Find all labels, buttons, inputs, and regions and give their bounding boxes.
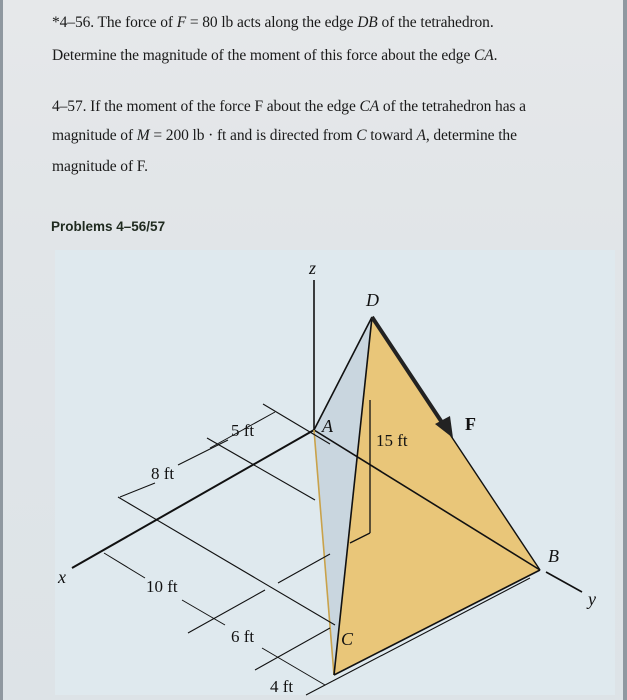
x-axis: [72, 430, 314, 568]
problem-4-57-line2: magnitude of M = 200 lb · ft and is directed from C toward A, determine the: [52, 127, 517, 144]
dimension-8ft: 8 ft: [151, 464, 175, 483]
problem-4-57-line3: magnitude of F.: [52, 158, 148, 175]
point-D-label: D: [366, 290, 379, 310]
x-axis-label: x: [58, 567, 66, 587]
dimension-15ft: 15 ft: [376, 431, 408, 450]
problem-4-57-line1: 4–57. If the moment of the force F about the edge CA of the tetrahedron has a: [52, 98, 526, 115]
z-axis-label: z: [309, 258, 317, 278]
problem-4-56-line1: *4–56. The force of F = 80 lb acts along the edge DB of the tetrahedron.: [52, 14, 494, 31]
dimension-4ft: 4 ft: [270, 677, 294, 696]
dimension-5ft: 5 ft: [231, 421, 255, 440]
point-A-label: A: [322, 416, 333, 436]
dimension-10ft: 10 ft: [146, 577, 178, 596]
point-B-label: B: [548, 546, 559, 566]
point-C-label: C: [341, 629, 354, 649]
y-axis-label: y: [588, 589, 596, 609]
problem-number: 4–57.: [52, 98, 87, 115]
y-axis: [546, 572, 582, 592]
figure-caption: Problems 4–56/57: [51, 219, 166, 234]
problem-number: *4–56.: [52, 14, 95, 31]
problem-4-56-line2: Determine the magnitude of the moment of this force about the edge CA.: [52, 47, 498, 64]
dimension-6ft: 6 ft: [231, 627, 255, 646]
force-label: F: [465, 414, 476, 434]
